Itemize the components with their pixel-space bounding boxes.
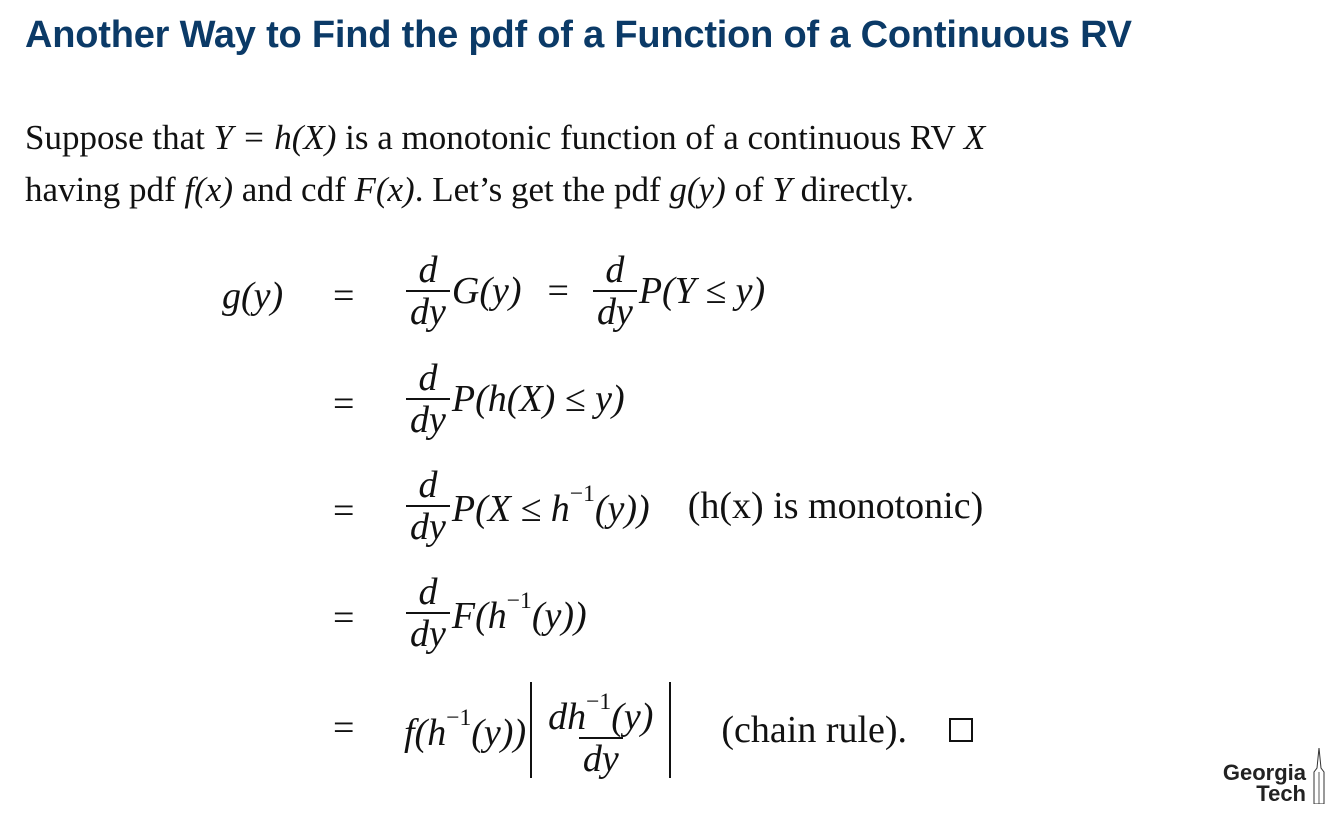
derivation-line-2 (0, 358, 1200, 458)
equals-sign: = (547, 270, 569, 312)
inverse-superscript: −1 (446, 704, 472, 731)
fraction-denominator: dy (406, 505, 450, 547)
derivation-rhs (404, 358, 625, 440)
derivative-operator (406, 358, 450, 440)
derivative-operator (406, 465, 450, 547)
intro-text: directly. (791, 170, 914, 209)
georgia-tech-logo (1223, 762, 1322, 804)
inverse-superscript: −1 (506, 587, 532, 614)
intro-math: Y (772, 170, 792, 209)
equals-sign: = (333, 597, 355, 639)
intro-math: X (963, 118, 986, 157)
logo-line-1: Georgia (1222, 760, 1306, 785)
intro-text: having pdf (25, 170, 185, 209)
inverse-superscript: −1 (586, 688, 612, 715)
math-part: (y)) (531, 595, 587, 637)
fraction-denominator: dy (406, 398, 450, 440)
intro-line-2 (25, 164, 985, 216)
fraction-numerator: d (605, 249, 625, 291)
derivative-operator (593, 250, 637, 332)
jacobian-fraction (544, 682, 657, 779)
intro-text: is a monotonic function of a continuous RV (336, 118, 964, 157)
fraction-numerator: d (418, 464, 438, 506)
derivation-line-4 (0, 572, 1200, 672)
intro-text: of (725, 170, 773, 209)
intro-math: Y = h(X) (213, 118, 337, 157)
intro-text: . Let’s get the pdf (414, 170, 670, 209)
derivative-operator (406, 250, 450, 332)
fraction-denominator: dy (406, 290, 450, 332)
derivative-operator (406, 572, 450, 654)
fraction-numerator: d (418, 357, 438, 399)
derivation-rhs (404, 572, 587, 654)
annotation-chain-rule: (chain rule). (721, 709, 908, 751)
derivation-lhs: g(y) (222, 275, 284, 317)
inverse-superscript: −1 (569, 480, 595, 507)
derivation-rhs (404, 465, 983, 547)
math-term: G(y) (451, 270, 522, 312)
fraction-numerator (544, 682, 657, 737)
equals-sign: = (333, 707, 355, 749)
math-part: f(h (404, 712, 447, 754)
math-term (452, 588, 587, 638)
math-part: F(h (451, 595, 507, 637)
derivation-rhs (404, 250, 765, 332)
intro-text: and cdf (233, 170, 355, 209)
fraction-numerator: d (418, 571, 438, 613)
math-part: (y)) (471, 712, 527, 754)
derivation-rhs (404, 682, 973, 778)
math-term: P(Y ≤ y) (638, 270, 766, 312)
fraction-denominator: dy (579, 737, 623, 779)
derivation-line-1 (0, 250, 1200, 350)
equals-sign: = (333, 490, 355, 532)
math-term (404, 705, 526, 755)
tech-tower-icon (1312, 748, 1326, 804)
intro-math: F(x) (354, 170, 415, 209)
absolute-value (530, 682, 671, 778)
annotation-monotonic: (h(x) is monotonic) (687, 485, 984, 527)
derivation-line-3 (0, 465, 1200, 565)
math-term (452, 481, 650, 531)
intro-paragraph (25, 112, 985, 216)
math-part: dh (548, 695, 587, 738)
math-part: (y) (611, 695, 654, 738)
qed-square-icon (949, 718, 973, 742)
intro-line-1 (25, 112, 985, 164)
derivation-line-5 (0, 682, 1200, 782)
fraction-denominator: dy (593, 290, 637, 332)
slide-title: Another Way to Find the pdf of a Function of a Continuous RV (25, 14, 1132, 56)
math-part: (y)) (594, 488, 650, 530)
fraction-denominator: dy (406, 612, 450, 654)
intro-math: g(y) (669, 170, 726, 209)
intro-text: Suppose that (25, 118, 214, 157)
math-part: P(X ≤ h (451, 488, 570, 530)
logo-line-2: Tech (1256, 781, 1306, 806)
fraction-numerator: d (418, 249, 438, 291)
intro-math: f(x) (184, 170, 233, 209)
equals-sign: = (333, 383, 355, 425)
equals-sign: = (333, 275, 355, 317)
math-term: P(h(X) ≤ y) (451, 378, 625, 420)
